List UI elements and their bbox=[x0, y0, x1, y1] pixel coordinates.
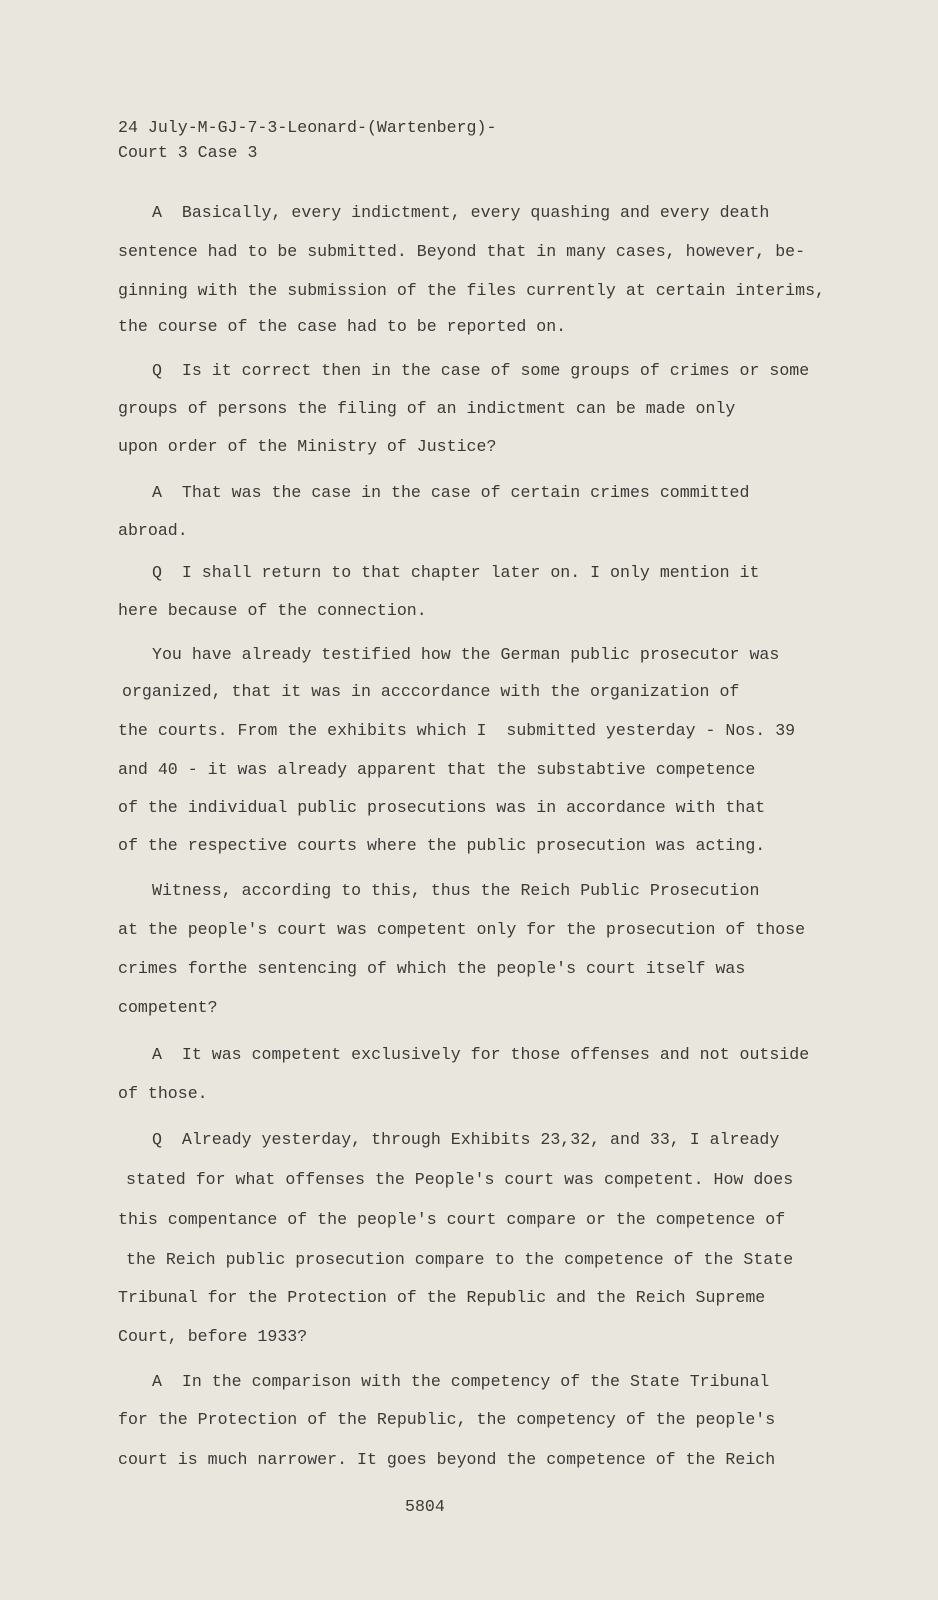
text-line: of the individual public prosecutions was in accordance with that bbox=[118, 798, 766, 817]
text-line: Q Already yesterday, through Exhibits 23,32, and 33, I already bbox=[152, 1130, 780, 1149]
text-line: for the Protection of the Republic, the competency of the people's bbox=[118, 1410, 776, 1429]
text-line: upon order of the Ministry of Justice? bbox=[118, 437, 497, 456]
text-line: stated for what offenses the People's court was competent. How does bbox=[126, 1170, 794, 1189]
text-line: A It was competent exclusively for those offenses and not outside bbox=[152, 1045, 810, 1064]
header-line-1: 24 July-M-GJ-7-3-Leonard-(Wartenberg)- bbox=[118, 118, 497, 137]
text-line: organized, that it was in acccordance with the organization of bbox=[122, 682, 740, 701]
text-line: You have already testified how the German public prosecutor was bbox=[152, 645, 780, 664]
text-line: A Basically, every indictment, every quashing and every death bbox=[152, 203, 770, 222]
text-line: Witness, according to this, thus the Reich Public Prosecution bbox=[152, 881, 760, 900]
text-line: sentence had to be submitted. Beyond that in many cases, however, be- bbox=[118, 242, 806, 261]
text-line: Q Is it correct then in the case of some groups of crimes or some bbox=[152, 361, 810, 380]
text-line: A In the comparison with the competency of the State Tribunal bbox=[152, 1372, 770, 1391]
text-line: abroad. bbox=[118, 521, 188, 540]
text-line: of those. bbox=[118, 1084, 208, 1103]
text-line: competent? bbox=[118, 998, 218, 1017]
header-line-2: Court 3 Case 3 bbox=[118, 143, 258, 162]
text-line: this compentance of the people's court compare or the competence of bbox=[118, 1210, 786, 1229]
text-line: A That was the case in the case of certain crimes committed bbox=[152, 483, 750, 502]
text-line: Tribunal for the Protection of the Republic and the Reich Supreme bbox=[118, 1288, 766, 1307]
text-line: and 40 - it was already apparent that the substabtive competence bbox=[118, 760, 756, 779]
text-line: ginning with the submission of the files currently at certain interims, bbox=[118, 281, 826, 300]
text-line: of the respective courts where the public prosecution was acting. bbox=[118, 836, 766, 855]
text-line: Court, before 1933? bbox=[118, 1327, 308, 1346]
text-line: here because of the connection. bbox=[118, 601, 427, 620]
text-line: crimes forthe sentencing of which the people's court itself was bbox=[118, 959, 746, 978]
text-line: groups of persons the filing of an indictment can be made only bbox=[118, 399, 736, 418]
text-line: at the people's court was competent only for the prosecution of those bbox=[118, 920, 806, 939]
text-line: the Reich public prosecution compare to the competence of the State bbox=[126, 1250, 794, 1269]
text-line: court is much narrower. It goes beyond the competence of the Reich bbox=[118, 1450, 776, 1469]
text-line: the courts. From the exhibits which I submitted yesterday - Nos. 39 bbox=[118, 721, 796, 740]
text-line: the course of the case had to be reported on. bbox=[118, 317, 567, 336]
page-number: 5804 bbox=[405, 1497, 445, 1516]
text-line: Q I shall return to that chapter later on. I only mention it bbox=[152, 563, 760, 582]
